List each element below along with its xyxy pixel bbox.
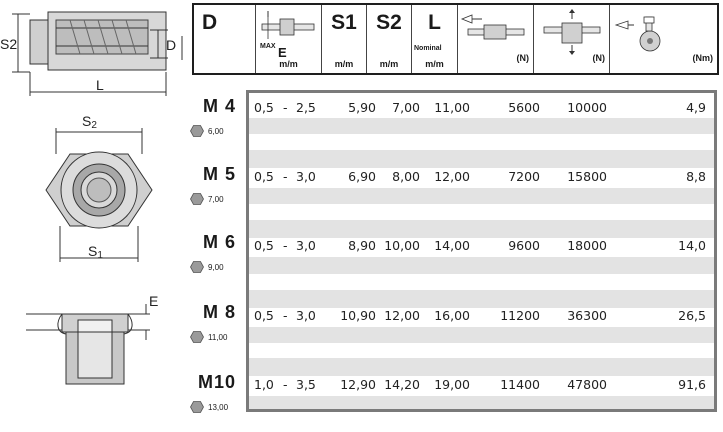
hex-nut-icon	[190, 331, 204, 343]
hex-s1-label: S1	[88, 243, 103, 261]
pull-out-value: 7200	[508, 169, 540, 184]
size-block-m5	[190, 164, 246, 224]
grip-min: 0,5	[254, 100, 274, 115]
shear-value: 10000	[567, 100, 607, 115]
hex-size-label: 9,00	[208, 263, 224, 272]
row-stripe	[249, 118, 714, 134]
row-stripe	[249, 327, 714, 343]
hex-size-label: 11,00	[208, 333, 228, 342]
s2-value: 8,00	[392, 169, 420, 184]
size-label: M10	[197, 372, 236, 392]
grip-dash: -	[283, 169, 288, 184]
s2-value: 14,20	[384, 377, 420, 392]
shear-value: 15800	[567, 169, 607, 184]
table-row	[249, 98, 714, 118]
grip-min: 0,5	[254, 308, 274, 323]
size-label: M 6	[202, 232, 236, 252]
grip-max: 3,5	[296, 377, 316, 392]
hex-nut-icon	[190, 261, 204, 273]
pull-out-force-icon	[458, 11, 534, 55]
size-label: M 8	[202, 302, 236, 322]
section-view-drawing	[26, 304, 150, 384]
s2-value: 10,00	[384, 238, 420, 253]
size-label: M 5	[202, 164, 236, 184]
grip-max: 3,0	[296, 308, 316, 323]
torque-value: 91,6	[678, 377, 706, 392]
header-l: L Nominal m/m	[412, 5, 458, 73]
header-shear: (N)	[534, 5, 610, 73]
grip-min: 0,5	[254, 169, 274, 184]
s2-value: 7,00	[392, 100, 420, 115]
header-s2: S2 m/m	[367, 5, 412, 73]
technical-drawings	[0, 0, 190, 417]
grip-min: 1,0	[254, 377, 274, 392]
l-value: 19,00	[434, 377, 470, 392]
grip-dash: -	[283, 377, 288, 392]
size-block-m8	[190, 302, 246, 362]
size-column	[190, 90, 246, 417]
s2-dimension-label: S2	[0, 36, 18, 52]
header-pull-out: (N)	[458, 5, 534, 73]
d-dimension-label: D	[166, 37, 177, 53]
size-block-m6	[190, 232, 246, 292]
grip-min: 0,5	[254, 238, 274, 253]
hex-size-label: 13,00	[208, 403, 229, 412]
torque-value: 14,0	[678, 238, 706, 253]
size-label: M 4	[202, 96, 236, 116]
pull-out-value: 11200	[500, 308, 540, 323]
size-block-m4	[190, 96, 246, 156]
l-value: 14,00	[434, 238, 470, 253]
drawings-svg	[0, 0, 190, 417]
s1-value: 8,90	[348, 238, 376, 253]
pull-out-value: 9600	[508, 238, 540, 253]
spec-table	[246, 90, 717, 412]
hex-nut-icon	[190, 401, 204, 413]
torque-value: 8,8	[686, 169, 706, 184]
table-row	[249, 375, 714, 395]
l-value: 11,00	[434, 100, 470, 115]
s1-value: 10,90	[340, 308, 376, 323]
row-stripe	[249, 150, 714, 168]
row-stripe	[249, 396, 714, 412]
pull-out-value: 11400	[500, 377, 540, 392]
shear-value: 47800	[567, 377, 607, 392]
table-header	[192, 3, 719, 75]
table-row	[249, 306, 714, 326]
l-value: 12,00	[434, 169, 470, 184]
size-block-m10	[190, 372, 246, 432]
header-s1: S1 m/m	[322, 5, 367, 73]
e-dimension-label: E	[149, 293, 159, 309]
header-d: D	[194, 5, 256, 73]
torque-value: 4,9	[686, 100, 706, 115]
l-dimension-label: L	[96, 77, 104, 93]
grip-dash: -	[283, 238, 288, 253]
l-value: 16,00	[434, 308, 470, 323]
row-stripe	[249, 358, 714, 376]
s1-value: 5,90	[348, 100, 376, 115]
row-stripe	[249, 257, 714, 274]
shear-value: 18000	[567, 238, 607, 253]
hex-nut-icon	[190, 193, 204, 205]
s1-value: 6,90	[348, 169, 376, 184]
header-e: MAX E m/m	[256, 5, 322, 73]
hex-s2-label: S2	[82, 113, 97, 131]
hex-size-label: 7,00	[208, 195, 224, 204]
pull-out-value: 5600	[508, 100, 540, 115]
grip-max: 3,0	[296, 169, 316, 184]
grip-dash: -	[283, 100, 288, 115]
s2-value: 12,00	[384, 308, 420, 323]
table-row	[249, 236, 714, 256]
header-torque: (Nm)	[610, 5, 717, 73]
s1-value: 12,90	[340, 377, 376, 392]
grip-max: 3,0	[296, 238, 316, 253]
torque-value: 26,5	[678, 308, 706, 323]
shear-force-icon	[534, 9, 610, 57]
table-row	[249, 167, 714, 187]
shear-value: 36300	[567, 308, 607, 323]
hex-size-label: 6,00	[208, 127, 224, 136]
row-stripe	[249, 188, 714, 204]
grip-max: 2,5	[296, 100, 316, 115]
hex-nut-icon	[190, 125, 204, 137]
hex-view-drawing	[46, 128, 152, 262]
grip-dash: -	[283, 308, 288, 323]
